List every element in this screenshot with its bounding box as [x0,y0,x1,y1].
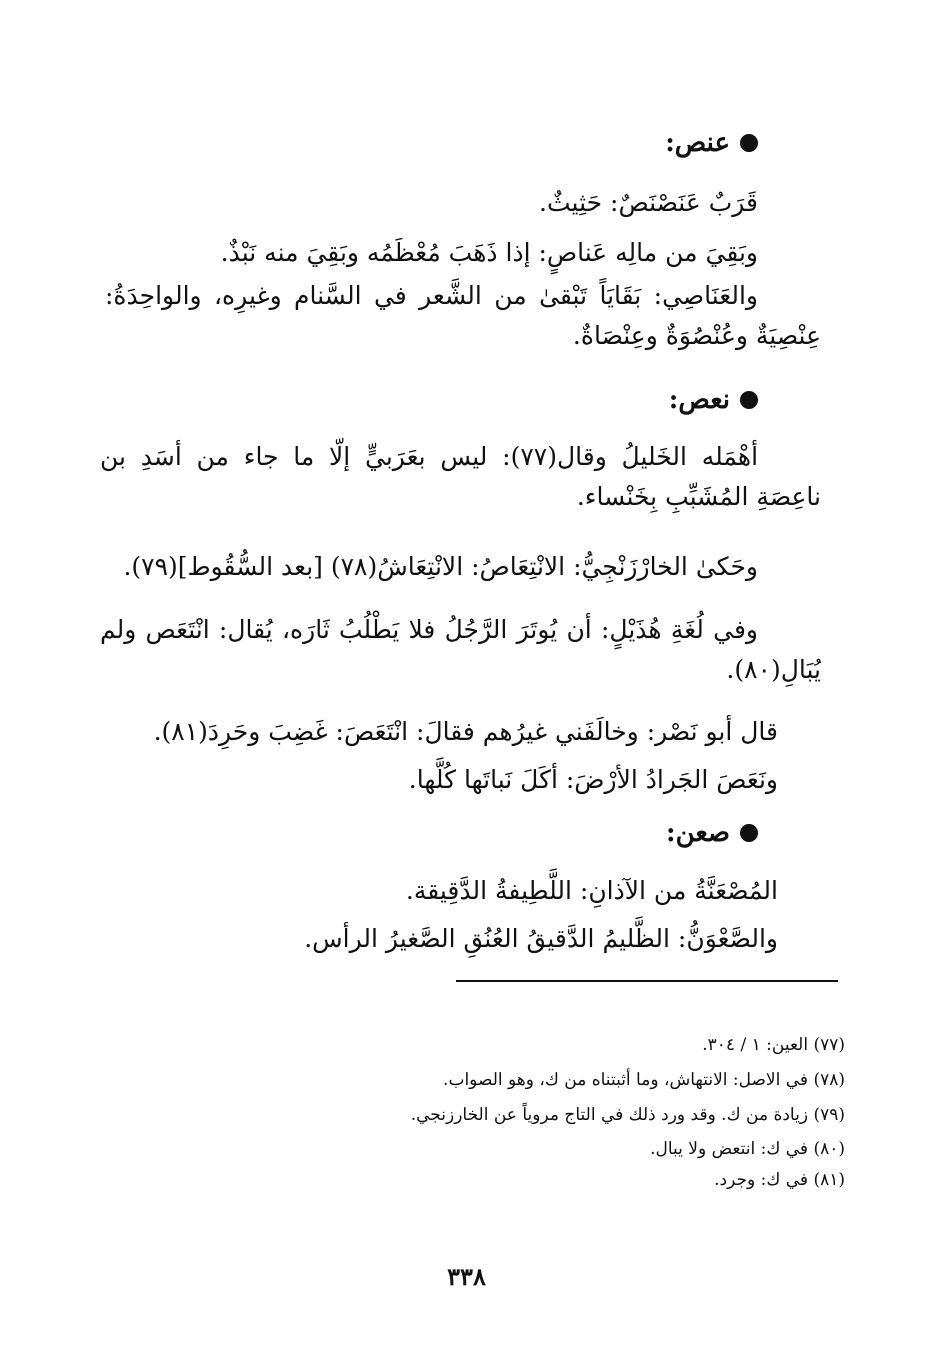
footnote: (٧٨) في الاصل: الانتهاش، وما أثبتناه من ك، وهو الصواب. [443,1070,845,1090]
entry-line: وبَقِيَ من مالِه عَناصٍ: إذا ذَهَبَ مُعْظَمُه وبَقِيَ منه نَبْذٌ. [220,238,758,267]
entry-line: وفي لُغَةِ هُذَيْلٍ: أن يُوتَرَ الرَّجُلُ فلا يَطْلُبُ ثَارَه، يُقال: انْتَعَص ولم يُبَالِ(٨٠). [100,615,821,684]
page-number: ٣٣٨ [447,1262,486,1291]
entry-line: والعَنَاصِي: بَقَايَاً تَبْقىٰ من الشَّعر في السَّنام وغيرِه، والواحِدَةُ: عِنْصِيَةٌ وعُنْصُوَةٌ وعِنْصَاةٌ. [105,281,821,350]
entry-heading-text: عنص: [665,128,730,158]
entry-line: وحَكىٰ الخارْزَنْجِيُّ: الانْتِعَاصُ: الانْتِعَاشُ(٧٨) [بعد السُّقُوط](٧٩). [123,552,758,581]
entry-line: قَرَبٌ عَنَصْنَصٌ: حَثِيثٌ. [539,188,758,217]
footnote-separator [456,980,838,982]
entry-heading-ans [665,128,758,158]
entry-line: المُصْعَنَّةُ من الآذانِ: اللَّطِيفةُ الدَّقِيقة. [405,876,778,905]
footnote: (٧٩) زيادة من ك. وقد ورد ذلك في التاج مروياً عن الخارزنجي. [410,1105,845,1125]
footnote: (٨٠) في ك: انتعض ولا يبال. [650,1139,845,1159]
bullet-icon [740,824,758,842]
bullet-icon [740,391,758,409]
entry-line: ونَعَصَ الجَرادُ الأرْضَ: أكَلَ نَباتَها كُلَّها. [408,765,778,794]
entry-line: أهْمَله الخَليلُ وقال(٧٧): ليس بعَرَبيٍّ إلّا ما جاء من أسَدِ بن ناعِصَةِ المُشَبِّبِ بِخَنْساء. [100,442,821,511]
footnote: (٧٧) العين: ١ / ٣٠٤. [702,1035,845,1055]
entry-line: قال أبو نَصْر: وخالَفَني غيرُهم فقالَ: انْتَعَصَ: غَضِبَ وحَرِدَ(٨١). [153,717,778,746]
entry-heading-text: صعن: [665,818,730,848]
entry-heading-saan [666,818,758,848]
footnote: (٨١) في ك: وجرد. [714,1170,845,1190]
entry-heading-text: نعص: [668,385,730,415]
entry-line: والصَّعْوَنُّ: الظَّليمُ الدَّقيقُ العُنُقِ الصَّغيرُ الرأس. [304,924,778,953]
bullet-icon [740,134,758,152]
entry-heading-naas [669,385,758,415]
